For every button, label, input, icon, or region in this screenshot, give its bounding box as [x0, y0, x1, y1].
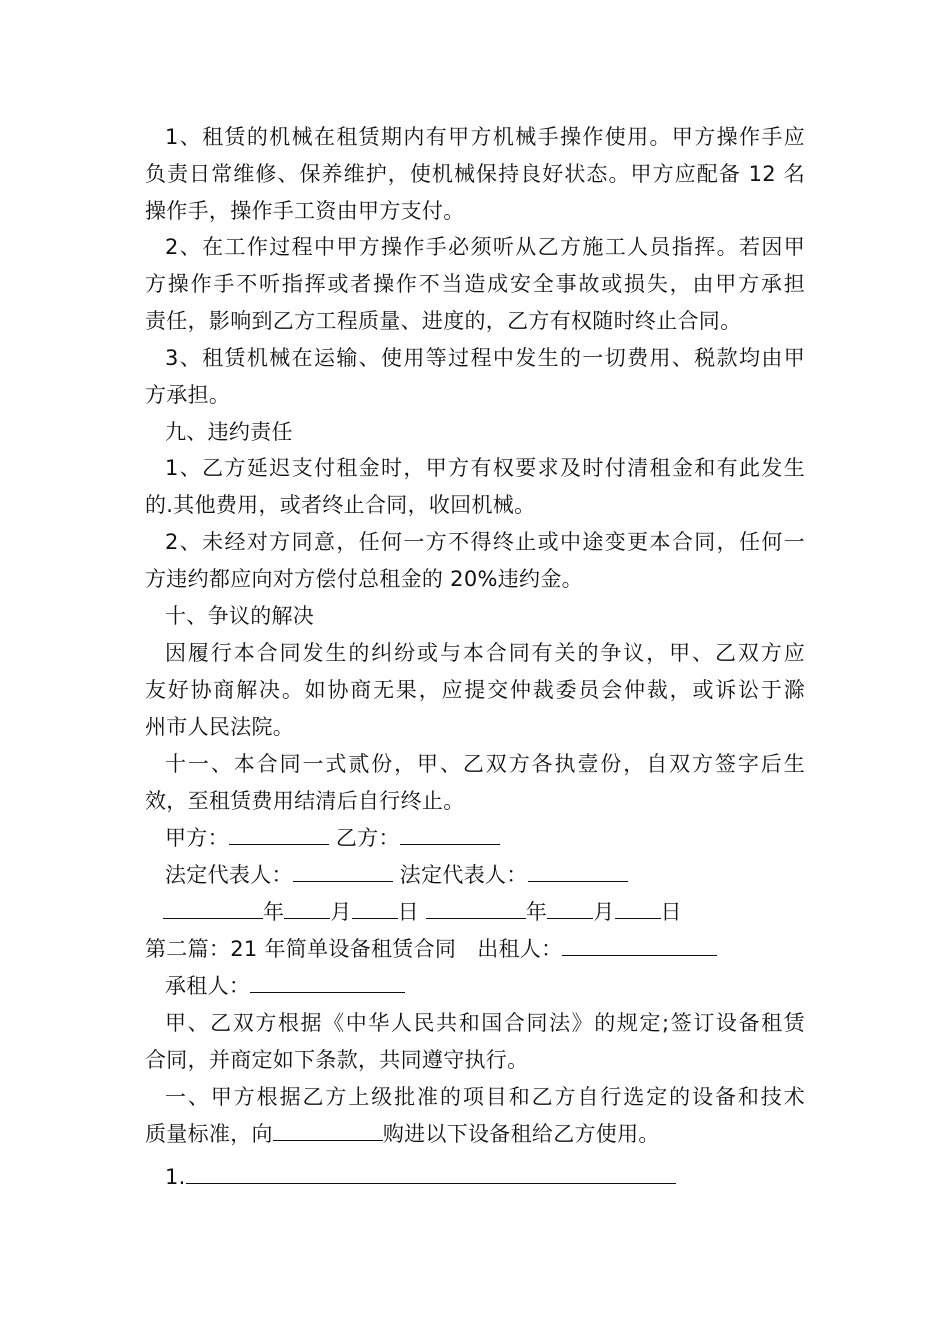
- lessee-blank: [250, 970, 405, 993]
- paragraph-line: 效，至租赁费用结清后自行终止。: [145, 789, 465, 813]
- paragraph-line: 责任，影响到乙方工程质量、进度的，乙方有权随时终止合同。: [145, 309, 742, 333]
- day-a-blank: [352, 896, 398, 919]
- paragraph-line: 因履行本合同发生的纠纷或与本合同有关的争议，甲、乙双方应: [165, 641, 805, 665]
- paragraph-line: 2、在工作过程中甲方操作手必须听从乙方施工人员指挥。若因甲: [165, 235, 805, 259]
- lessee-label: 承租人：: [165, 974, 251, 998]
- paragraph-line: 操作手，操作手工资由甲方支付。: [145, 199, 465, 223]
- paragraph-line: 合同，并商定如下条款，共同遵守执行。: [145, 1048, 529, 1072]
- signature-representative-line: [165, 857, 628, 893]
- year-b-blank: [426, 896, 526, 919]
- paragraph-line: 的.其他费用，或者终止合同，收回机械。: [145, 493, 536, 517]
- section-heading: 九、违约责任: [165, 420, 293, 444]
- part-two-heading-line: [145, 931, 717, 967]
- party-b-label: 乙方：: [335, 826, 400, 850]
- purchase-prefix: 质量标准，向: [145, 1122, 273, 1146]
- section-heading: 十、争议的解决: [165, 604, 315, 628]
- rep-b-label: 法定代表人：: [399, 863, 528, 887]
- lessee-line: [165, 968, 405, 1004]
- party-a-blank: [229, 822, 329, 845]
- lessor-blank: [562, 933, 717, 956]
- paragraph-line: 负责日常维修、保养维护，使机械保持良好状态。甲方应配备 12 名: [145, 162, 805, 186]
- year-a-label: 年: [263, 900, 285, 924]
- item-one-label: 1.: [165, 1165, 186, 1189]
- year-b-label: 年: [525, 900, 548, 924]
- day-b-blank: [615, 896, 661, 919]
- paragraph-line: 方违约都应向对方偿付总租金的 20%违约金。: [145, 567, 583, 591]
- paragraph-line: 一、甲方根据乙方上级批准的项目和乙方自行选定的设备和技术: [165, 1085, 805, 1109]
- year-a-blank: [163, 896, 263, 919]
- rep-a-label: 法定代表人：: [165, 863, 293, 887]
- paragraph-line: 1、乙方延迟支付租金时，甲方有权要求及时付清租金和有此发生: [165, 456, 805, 480]
- paragraph-line: 方操作手不听指挥或者操作不当造成安全事故或损失，由甲方承担: [145, 272, 805, 296]
- item-one-line: [165, 1159, 676, 1195]
- paragraph-line: 十一、本合同一式贰份，甲、乙双方各执壹份，自双方签字后生: [165, 752, 805, 776]
- paragraph-line: 3、租赁机械在运输、使用等过程中发生的一切费用、税款均由甲: [165, 346, 805, 370]
- signature-date-line: [163, 894, 682, 930]
- day-b-label: 日: [660, 900, 682, 924]
- month-b-blank: [547, 896, 593, 919]
- paragraph-line: 方承担。: [145, 383, 231, 407]
- signature-parties-line: [165, 820, 500, 856]
- rep-a-blank: [293, 859, 393, 882]
- paragraph-line: 州市人民法院。: [145, 715, 295, 739]
- month-a-blank: [284, 896, 330, 919]
- day-a-label: 日: [397, 900, 419, 924]
- rep-b-blank: [528, 859, 628, 882]
- item-one-blank: [186, 1161, 676, 1184]
- supplier-blank: [273, 1118, 383, 1141]
- paragraph-line: 友好协商解决。如协商无果，应提交仲裁委员会仲裁，或诉讼于滁: [145, 678, 805, 702]
- paragraph-line: 1、租赁的机械在租赁期内有甲方机械手操作使用。甲方操作手应: [165, 125, 805, 149]
- paragraph-line: 2、未经对方同意，任何一方不得终止或中途变更本合同，任何一: [165, 530, 805, 554]
- party-a-label: 甲方：: [165, 826, 229, 850]
- paragraph-line: 甲、乙双方根据《中华人民共和国合同法》的规定;签订设备租赁: [165, 1011, 805, 1035]
- party-b-blank: [400, 822, 500, 845]
- purchase-suffix: 购进以下设备租给乙方使用。: [382, 1122, 660, 1146]
- paragraph-line: [145, 1116, 660, 1152]
- part-two-title: 第二篇：21 年简单设备租赁合同: [145, 937, 457, 961]
- month-b-label: 月: [593, 900, 615, 924]
- month-a-label: 月: [330, 900, 352, 924]
- lessor-label: 出租人：: [477, 937, 563, 961]
